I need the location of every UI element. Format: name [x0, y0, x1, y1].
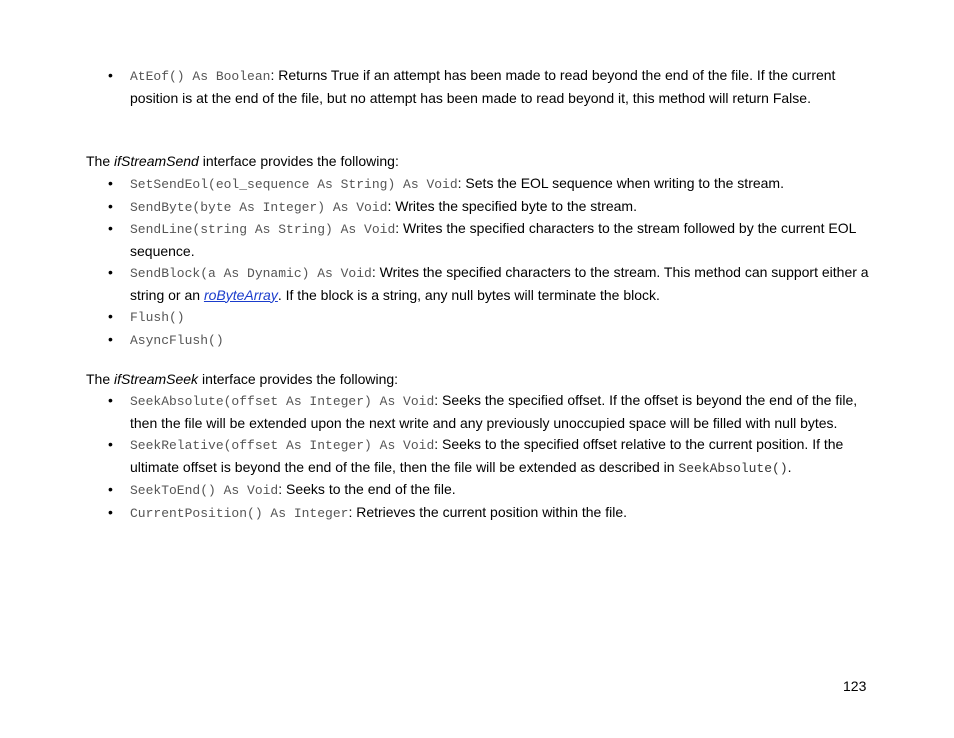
method-description: : Retrieves the current position within the file. — [348, 503, 628, 520]
list-item — [108, 329, 870, 352]
intro-prefix: The — [86, 153, 115, 169]
intro-suffix: interface provides the following: — [198, 371, 399, 387]
method-signature: AsyncFlush() — [130, 332, 224, 348]
list-item — [108, 262, 870, 306]
method-signature: SeekToEnd() As Void — [130, 483, 279, 498]
list-item — [108, 65, 870, 109]
list-item — [108, 502, 870, 525]
stream-seek-intro — [86, 369, 398, 389]
eof-method-list — [108, 65, 870, 109]
method-description: : Seeks to the end of the file. — [278, 481, 456, 497]
intro-suffix: interface provides the following: — [198, 153, 399, 169]
list-item — [108, 173, 870, 196]
method-signature: AtEof() As Boolean — [130, 69, 271, 84]
interface-name: ifStreamSeek — [114, 371, 199, 387]
method-description: : Seeks the specified offset. If the offset is beyond the end of the file, then the file will be extended upon the next write and any previously unoccupied space will be filled with null bytes. — [130, 392, 858, 431]
method-signature: Flush() — [130, 310, 185, 325]
method-description-tail: . If the block is a string, any null bytes will terminate the block. — [277, 286, 660, 303]
method-signature: SendLine(string As String) As Void — [130, 222, 396, 237]
stream-send-intro — [86, 151, 399, 171]
method-description: : Writes the specified characters to the stream. This method can support either a string or an — [130, 264, 869, 303]
method-reference: SeekAbsolute() — [678, 460, 788, 476]
method-signature: SeekRelative(offset As Integer) As Void — [130, 438, 435, 453]
method-description: : Writes the specified byte to the stream. — [387, 197, 637, 214]
method-signature: SendBlock(a As Dynamic) As Void — [130, 266, 372, 281]
method-description: : Returns True if an attempt has been made to read beyond the end of the file. If the current position is at the end of the file, but no attempt has been made to read beyond it, this method will return False. — [130, 67, 836, 106]
interface-name: ifStreamSend — [114, 153, 199, 169]
page-number: 123 — [843, 678, 867, 694]
list-item — [108, 434, 870, 479]
stream-send-method-list — [108, 173, 870, 351]
method-signature: SetSendEol(eol_sequence As String) As Void — [130, 177, 458, 192]
method-signature: SendByte(byte As Integer) As Void — [130, 199, 388, 215]
method-signature: SeekAbsolute(offset As Integer) As Void — [130, 394, 435, 409]
list-item — [108, 390, 870, 434]
method-signature: CurrentPosition() As Integer — [130, 505, 349, 521]
method-description-end: . — [787, 458, 792, 475]
robytearray-link[interactable]: roByteArray — [203, 286, 278, 303]
method-description: : Sets the EOL sequence when writing to the stream. — [457, 175, 784, 191]
intro-prefix: The — [86, 371, 115, 387]
method-description: : Writes the specified characters to the stream followed by the current EOL sequence. — [130, 220, 856, 259]
list-item — [108, 306, 870, 329]
method-description: : Seeks to the specified offset relative to the current position. If the ultimate offset is beyond the end of the file, then the file will be extended as described in — [130, 436, 844, 475]
list-item — [108, 196, 870, 219]
list-item — [108, 479, 870, 502]
stream-seek-method-list — [108, 390, 870, 524]
list-item — [108, 218, 870, 262]
